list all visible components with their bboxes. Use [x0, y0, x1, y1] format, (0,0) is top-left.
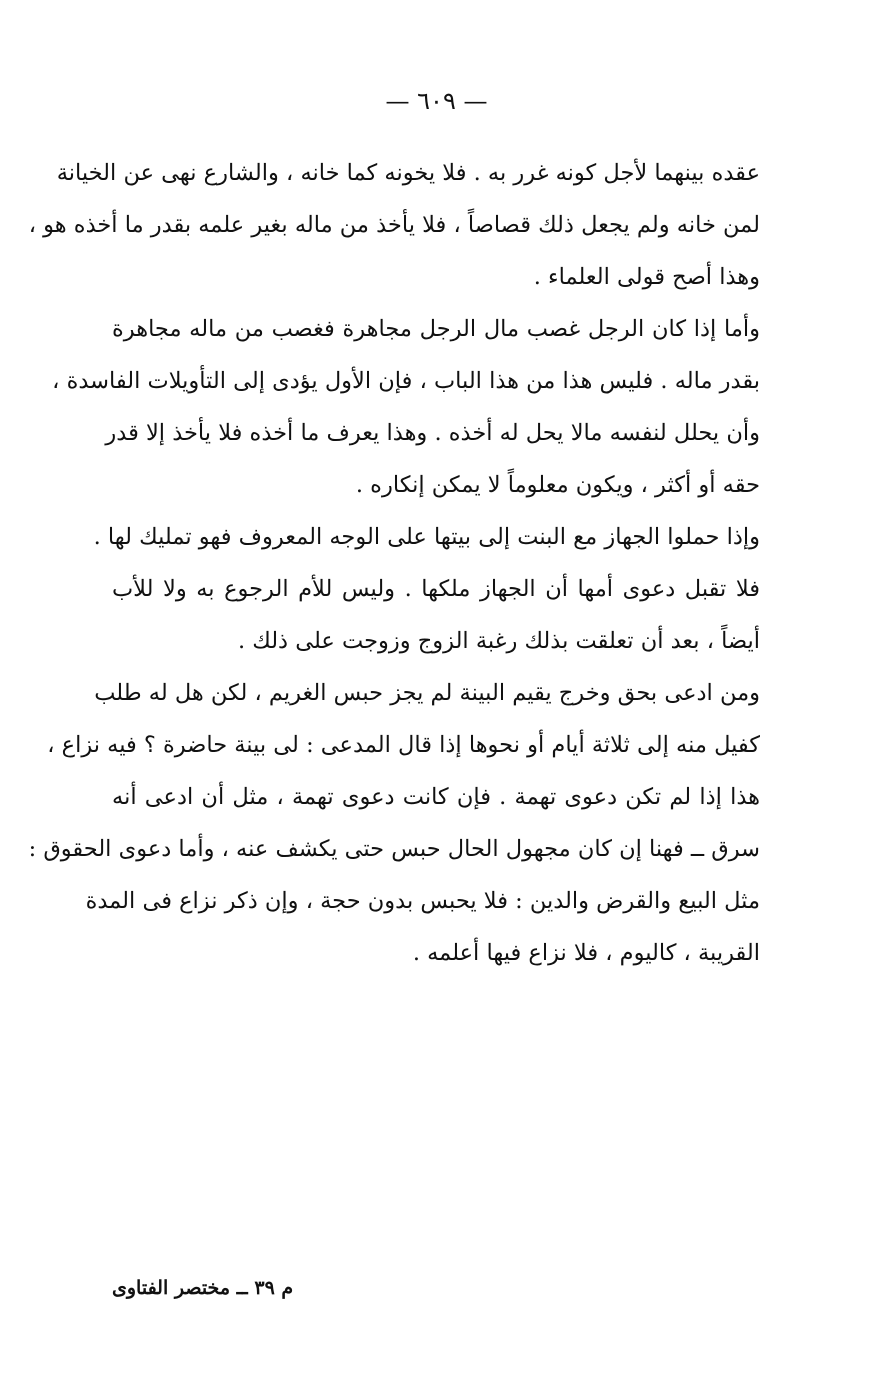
text-line: كفيل منه إلى ثلاثة أيام أو نحوها إذا قال المدعى : لى بينة حاضرة ؟ فيه نزاع ، [47, 732, 760, 758]
text-line: سرق ــ فهنا إن كان مجهول الحال حبس حتى يكشف عنه ، وأما دعوى الحقوق : [28, 836, 760, 862]
text-line: وإذا حملوا الجهاز مع البنت إلى بيتها على الوجه المعروف فهو تمليك لها . [93, 524, 760, 550]
paragraph-1 [28, 147, 760, 303]
text-line: القريبة ، كاليوم ، فلا نزاع فيها أعلمه . [412, 940, 760, 966]
paragraph-4 [28, 667, 760, 979]
footer [112, 1268, 760, 1308]
text-line: بقدر ماله . فليس هذا من هذا الباب ، فإن الأول يؤدى إلى التأويلات الفاسدة ، [52, 368, 760, 394]
text-line: هذا إذا لم تكن دعوى تهمة . فإن كانت دعوى تهمة ، مثل أن ادعى أنه [112, 784, 760, 810]
text-line: أيضاً ، بعد أن تعلقت بذلك رغبة الزوج وزوجت على ذلك . [237, 628, 760, 654]
paragraph-3 [93, 511, 760, 667]
signature-mark: م ٣٩ ــ مختصر الفتاوى [112, 1277, 294, 1299]
text-line: وهذا أصح قولى العلماء . [533, 264, 760, 290]
text-line: وأن يحلل لنفسه مالا يحل له أخذه . وهذا يعرف ما أخذه فلا يأخذ إلا قدر [105, 420, 760, 446]
text-line: فلا تقبل دعوى أمها أن الجهاز ملكها . وليس للأم الرجوع به ولا للأب [112, 576, 760, 602]
text-line: مثل البيع والقرض والدين : فلا يحبس بدون حجة ، وإن ذكر نزاع فى المدة [85, 888, 760, 914]
page-number: — ٦٠٩ — [385, 87, 488, 115]
text-line: عقده بينهما لأجل كونه غرر به . فلا يخونه كما خانه ، والشارع نهى عن الخيانة [56, 160, 760, 186]
text-line: وأما إذا كان الرجل غصب مال الرجل مجاهرة فغصب من ماله مجاهرة [112, 316, 760, 342]
paragraph-2 [52, 303, 760, 511]
body-text [28, 147, 760, 979]
text-line: ومن ادعى بحق وخرج يقيم البينة لم يجز حبس الغريم ، لكن هل له طلب [94, 680, 760, 706]
text-line: لمن خانه ولم يجعل ذلك قصاصاً ، فلا يأخذ من ماله بغير علمه بقدر ما أخذه هو ، [28, 212, 760, 238]
text-line: حقه أو أكثر ، ويكون معلوماً لا يمكن إنكاره . [355, 472, 760, 498]
